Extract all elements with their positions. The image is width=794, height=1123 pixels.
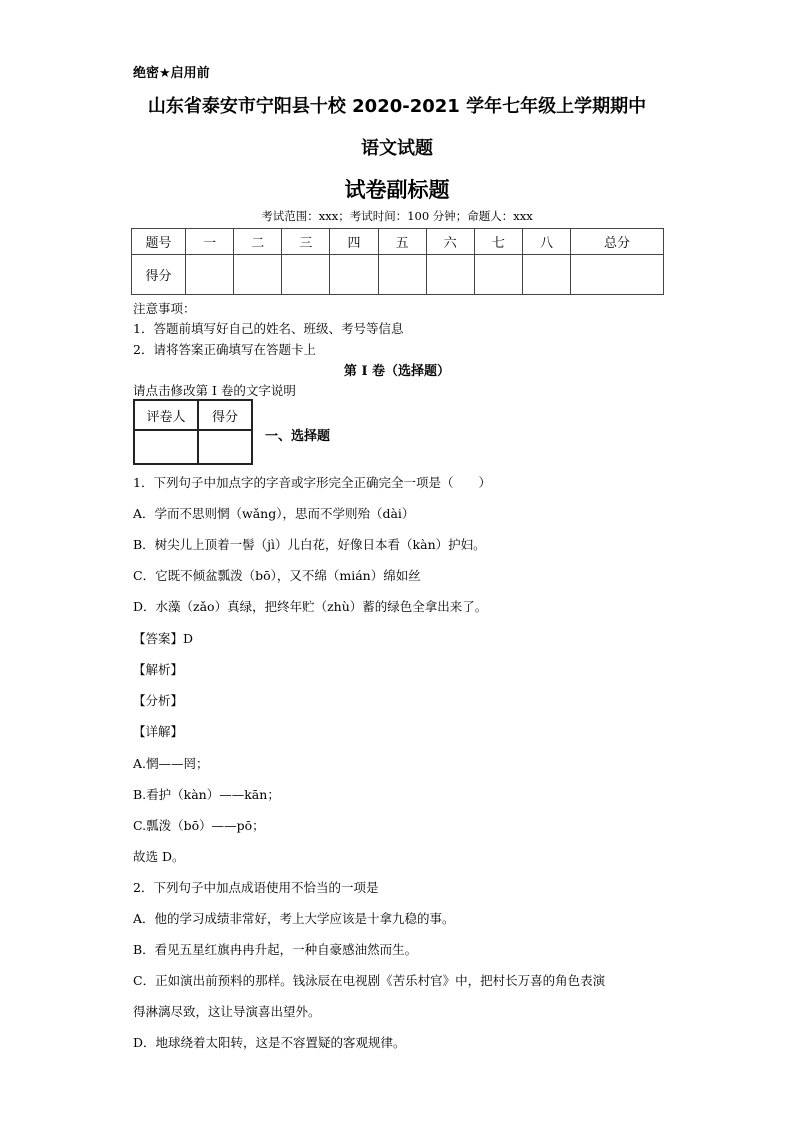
score-cell[interactable] bbox=[282, 255, 330, 295]
score-header-cell: 七 bbox=[474, 229, 522, 255]
grader-value-row bbox=[134, 430, 252, 464]
exam-title-line2: 语文试题 bbox=[361, 138, 433, 159]
section-title-choice: 一、选择题 bbox=[265, 429, 331, 444]
score-cell[interactable] bbox=[474, 255, 522, 295]
score-header-cell: 三 bbox=[282, 229, 330, 255]
question-1-option-c: C．它既不倾盆瓢泼（bō），又不绵（mián）绵如丝 bbox=[133, 568, 421, 583]
score-cell[interactable] bbox=[234, 255, 282, 295]
score-cell[interactable] bbox=[571, 255, 664, 295]
question-2-option-c-line1: C．正如演出前预料的那样。钱泳辰在电视剧《苦乐村官》中，把村长万喜的角色表演 bbox=[133, 973, 606, 988]
question-1-stem: 1．下列句子中加点字的字音或字形完全正确完全一项是（ ） bbox=[133, 475, 491, 490]
score-cell[interactable] bbox=[330, 255, 378, 295]
question-2-option-a: A．他的学习成绩非常好，考上大学应该是十拿九稳的事。 bbox=[133, 911, 455, 926]
score-cell[interactable] bbox=[186, 255, 234, 295]
question-2-option-b: B．看见五星红旗冉冉升起，一种自豪感油然而生。 bbox=[133, 942, 418, 957]
grader-header-cell: 得分 bbox=[198, 400, 252, 430]
question-1-option-b: B．树尖儿上顶着一髻（jì）儿白花，好像日本看（kàn）护妇。 bbox=[133, 537, 486, 552]
score-cell[interactable] bbox=[378, 255, 426, 295]
score-cell[interactable] bbox=[426, 255, 474, 295]
exam-subtitle: 试卷副标题 bbox=[344, 178, 450, 202]
question-1-fenxi-label: 【分析】 bbox=[133, 693, 184, 708]
grader-table bbox=[133, 399, 253, 465]
score-header-cell: 五 bbox=[378, 229, 426, 255]
volume-title: 第 I 卷（选择题） bbox=[343, 364, 451, 379]
score-row-label: 得分 bbox=[132, 255, 186, 295]
score-header-cell: 一 bbox=[186, 229, 234, 255]
volume-description: 请点击修改第 I 卷的文字说明 bbox=[133, 383, 296, 398]
question-1-explanation-a: A.惘——罔； bbox=[133, 756, 209, 771]
question-1-detail-label: 【详解】 bbox=[133, 724, 184, 739]
question-1-explanation-b: B.看护（kàn）——kān； bbox=[133, 787, 280, 802]
question-1-option-a: A．学而不思则惘（wǎng），思而不学则殆（dài） bbox=[133, 506, 415, 521]
exam-info: 考试范围：xxx；考试时间：100 分钟；命题人：xxx bbox=[261, 209, 533, 223]
score-header-cell: 六 bbox=[426, 229, 474, 255]
grader-cell[interactable] bbox=[134, 430, 198, 464]
score-header-cell: 八 bbox=[522, 229, 570, 255]
score-table bbox=[131, 228, 664, 295]
confidential-label: 绝密★启用前 bbox=[133, 66, 210, 81]
question-2-option-c-line2: 得淋漓尽致，这让导演喜出望外。 bbox=[133, 1004, 321, 1019]
question-1-analysis-label: 【解析】 bbox=[133, 662, 184, 677]
score-cell[interactable] bbox=[522, 255, 570, 295]
score-header-cell: 题号 bbox=[132, 229, 186, 255]
question-1-explanation-c: C.瓢泼（bō）——pō； bbox=[133, 818, 265, 833]
score-header-cell: 二 bbox=[234, 229, 282, 255]
notes-heading: 注意事项： bbox=[133, 301, 196, 316]
note-item-1: 1．答题前填写好自己的姓名、班级、考号等信息 bbox=[133, 321, 404, 336]
grader-cell[interactable] bbox=[198, 430, 252, 464]
note-item-2: 2．请将答案正确填写在答题卡上 bbox=[133, 342, 316, 357]
score-table-header-row bbox=[132, 229, 664, 255]
exam-title-line1: 山东省泰安市宁阳县十校 2020-2021 学年七年级上学期期中 bbox=[147, 96, 647, 117]
question-2-option-d: D．地球绕着太阳转，这是不容置疑的客观规律。 bbox=[133, 1035, 406, 1050]
question-1-answer: 【答案】D bbox=[133, 631, 194, 646]
grader-header-row bbox=[134, 400, 252, 430]
score-table-score-row bbox=[132, 255, 664, 295]
score-header-cell: 总分 bbox=[571, 229, 664, 255]
question-1-conclusion: 故选 D。 bbox=[133, 849, 185, 864]
question-2-stem: 2．下列句子中加点成语使用不恰当的一项是 bbox=[133, 880, 379, 895]
question-1-option-d: D．水藻（zǎo）真绿，把终年贮（zhù）蓄的绿色全拿出来了。 bbox=[133, 599, 488, 614]
score-header-cell: 四 bbox=[330, 229, 378, 255]
grader-header-cell: 评卷人 bbox=[134, 400, 198, 430]
